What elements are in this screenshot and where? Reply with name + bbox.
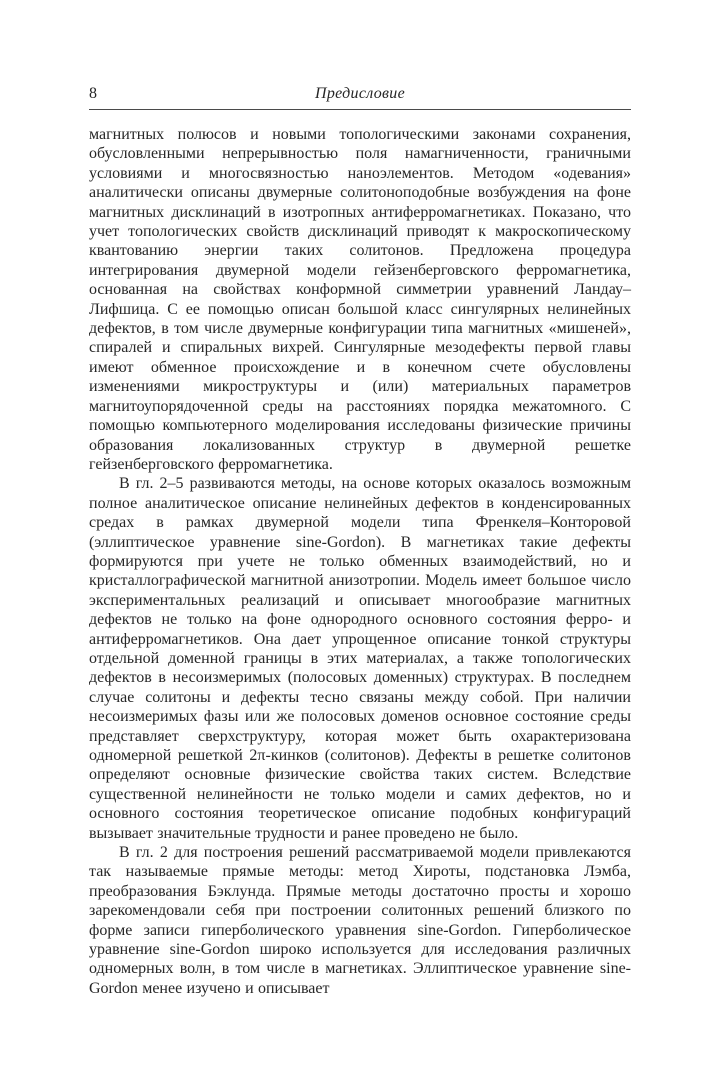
- paragraph: В гл. 2 для построения решений рассматриваемой модели привлекаются так называемые прямые методы: метод Хироты, подстановка Лэмба, преобразования Бэклунда. Прямые методы достаточно просты и хорошо зарекомендовали себя при построении солитонных решений близкого по форме записи гиперболического уравнения sine-Gordon. Гиперболическое уравнение sine-Gordon широко используется для исследования различных одномерных волн, в том числе в магнетиках. Эллиптическое уравнение sine-Gordon менее изучено и описывает: [89, 844, 631, 997]
- page-number: 8: [89, 85, 97, 102]
- page-body: [89, 125, 631, 998]
- running-header: [89, 84, 631, 110]
- running-head-title: Предисловие: [315, 85, 405, 102]
- paragraph: магнитных полюсов и новыми топологическими законами сохранения, обусловленными непрерывностью поля намагниченности, граничными условиями и многосвязностью наноэлементов. Методом «одевания» аналитически описаны двумерные солитоноподобные возбуждения на фоне магнитных дисклинаций в изотропных антиферромагнетиках. Показано, что учет топологических свойств дисклинаций приводят к макроскопическому квантованию энергии таких солитонов. Предложена процедура интегрирования двумерной модели гейзенберговского ферромагнетика, основанная на свойствах конформной симметрии уравнений Ландау–Лифшица. С ее помощью описан большой класс сингулярных нелинейных дефектов, в том числе двумерные конфигурации типа магнитных «мишеней», спиралей и спиральных вихрей. Сингулярные мезодефекты первой главы имеют обменное происхождение и в конечном счете обусловлены изменениями микроструктуры и (или) материальных параметров магнитоупорядоченной среды на расстояниях порядка межатомного. С помощью компьютерного моделирования исследованы физические причины образования локализованных структур в двумерной решетке гейзенберговского ферромагнетика.: [89, 126, 631, 473]
- paragraph: В гл. 2–5 развиваются методы, на основе которых оказалось возможным полное аналитическое описание нелинейных дефектов в конденсированных средах в рамках двумерной модели типа Френкеля–Конторовой (эллиптическое уравнение sine-Gordon). В магнетиках такие дефекты формируются при учете не только обменных взаимодействий, но и кристаллографической магнитной анизотропии. Модель имеет большое число экспериментальных реализаций и описывает многообразие магнитных дефектов не только на фоне однородного основного состояния ферро- и антиферромагнетиков. Она дает упрощенное описание тонкой структуры отдельной доменной границы в этих материалах, а также топологических дефектов в несоизмеримых (полосовых доменных) структурах. В последнем случае солитоны и дефекты тесно связаны между собой. При наличии несоизмеримых фазы или же полосовых доменов основное состояние среды представляет сверхструктуру, которая может быть охарактеризована одномерной решеткой 2π-кинков (солитонов). Дефекты в решетке солитонов определяют основные физические свойства таких систем. Вследствие существенной нелинейности не только модели и самих дефектов, но и основного состояния теоретическое описание подобных конфигураций вызывает значительные трудности и ранее проведено не было.: [89, 475, 631, 842]
